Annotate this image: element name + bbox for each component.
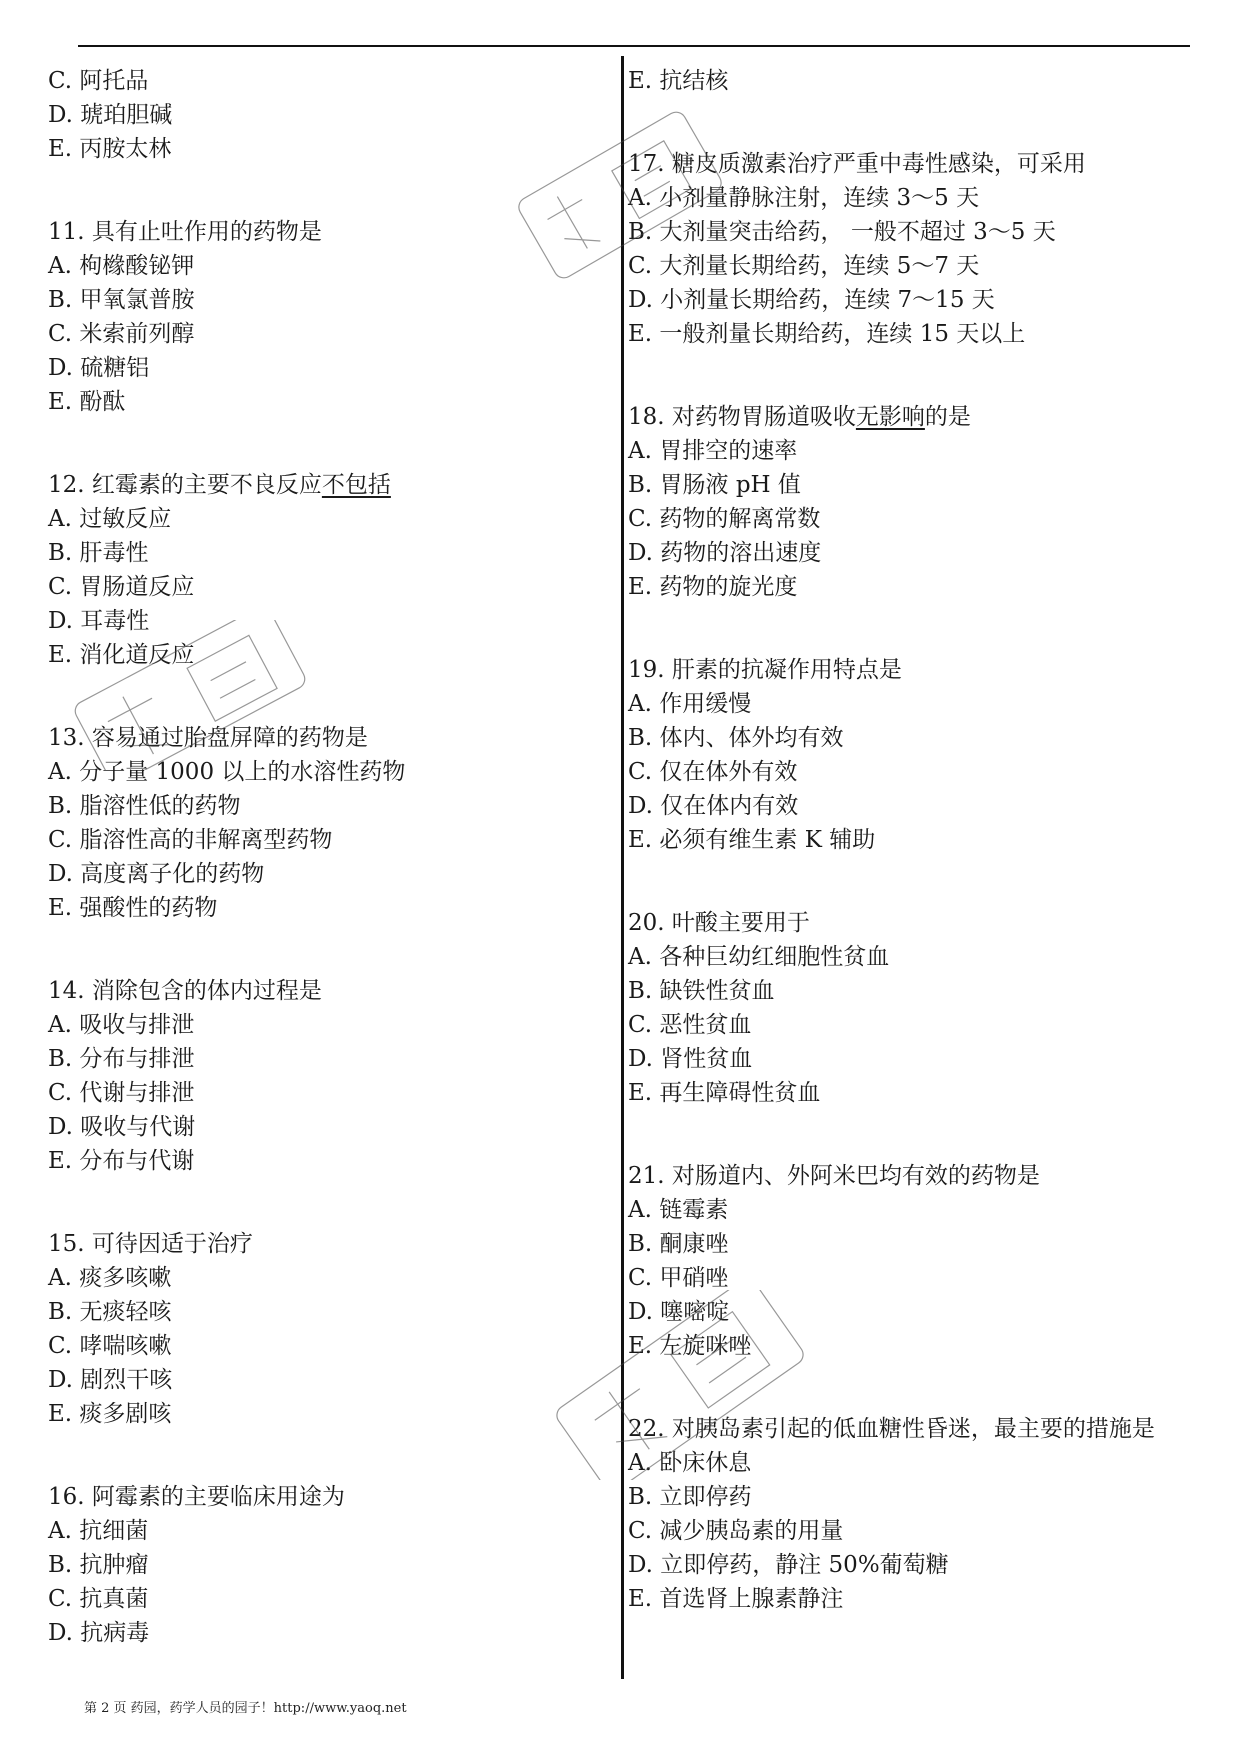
option: E. 抗结核 (628, 68, 729, 94)
option: A. 枸橼酸铋钾 (48, 253, 195, 279)
option: E. 消化道反应 (48, 642, 195, 668)
option: B. 抗肿瘤 (48, 1552, 149, 1578)
option: A. 胃排空的速率 (628, 438, 798, 464)
option: E. 丙胺太林 (48, 136, 172, 162)
question-prefix: 18. 对药物胃肠道吸收 (628, 404, 856, 430)
question-text: 21. 对肠道内、外阿米巴均有效的药物是 (628, 1163, 1040, 1189)
option: E. 首选肾上腺素静注 (628, 1586, 844, 1612)
question-17 (628, 147, 1228, 351)
option: A. 吸收与排泄 (48, 1012, 195, 1038)
option: B. 酮康唑 (628, 1231, 729, 1257)
question-15 (48, 1227, 608, 1431)
option: C. 胃肠道反应 (48, 574, 195, 600)
option: A. 分子量 1000 以上的水溶性药物 (48, 759, 406, 785)
option: C. 米索前列醇 (48, 321, 195, 347)
question-16 (48, 1480, 608, 1650)
option: D. 吸收与代谢 (48, 1114, 196, 1140)
option: B. 缺铁性贫血 (628, 978, 775, 1004)
question-11 (48, 215, 608, 419)
option: E. 再生障碍性贫血 (628, 1080, 821, 1106)
option: B. 分布与排泄 (48, 1046, 195, 1072)
option: D. 剧烈干咳 (48, 1367, 173, 1393)
option: E. 强酸性的药物 (48, 895, 218, 921)
option: B. 立即停药 (628, 1484, 752, 1510)
option: D. 小剂量长期给药，连续 7～15 天 (628, 287, 995, 313)
question-19 (628, 653, 1228, 857)
option: B. 无痰轻咳 (48, 1299, 172, 1325)
option: D. 噻嘧啶 (628, 1299, 730, 1325)
option: A. 抗细菌 (48, 1518, 149, 1544)
option: C. 减少胰岛素的用量 (628, 1518, 844, 1544)
question-text: 15. 可待因适于治疗 (48, 1231, 253, 1257)
option: B. 肝毒性 (48, 540, 149, 566)
question-text: 22. 对胰岛素引起的低血糖性昏迷，最主要的措施是 (628, 1416, 1155, 1442)
option: A. 作用缓慢 (628, 691, 752, 717)
question-text: 16. 阿霉素的主要临床用途为 (48, 1484, 345, 1510)
question-text (628, 400, 1228, 434)
option: E. 药物的旋光度 (628, 574, 798, 600)
right-column (628, 64, 1228, 1616)
question-text: 14. 消除包含的体内过程是 (48, 978, 322, 1004)
question-22 (628, 1412, 1228, 1616)
option: C. 甲硝唑 (628, 1265, 729, 1291)
left-column (48, 64, 608, 1650)
option: C. 大剂量长期给药，连续 5～7 天 (628, 253, 980, 279)
option: B. 甲氧氯普胺 (48, 287, 195, 313)
option: C. 哮喘咳嗽 (48, 1333, 172, 1359)
question-prefix: 12. 红霉素的主要不良反应 (48, 472, 322, 498)
option: C. 恶性贫血 (628, 1012, 752, 1038)
question-underlined: 无影响 (855, 404, 925, 430)
option: C. 脂溶性高的非解离型药物 (48, 827, 333, 853)
option: C. 代谢与排泄 (48, 1080, 195, 1106)
option: B. 胃肠液 pH 值 (628, 472, 801, 498)
option: E. 酚酞 (48, 389, 126, 415)
q16-tail (628, 64, 1228, 98)
option: D. 琥珀胆碱 (48, 102, 173, 128)
option: C. 药物的解离常数 (628, 506, 821, 532)
option: A. 痰多咳嗽 (48, 1265, 172, 1291)
option: B. 脂溶性低的药物 (48, 793, 241, 819)
option: D. 硫糖铝 (48, 355, 150, 381)
question-21 (628, 1159, 1228, 1363)
question-text: 13. 容易通过胎盘屏障的药物是 (48, 725, 368, 751)
option: B. 体内、体外均有效 (628, 725, 844, 751)
question-text: 11. 具有止吐作用的药物是 (48, 219, 322, 245)
option: E. 必须有维生素 K 辅助 (628, 827, 876, 853)
option: A. 卧床休息 (628, 1450, 752, 1476)
column-divider (621, 56, 624, 1679)
option: B. 大剂量突击给药， 一般不超过 3～5 天 (628, 219, 1056, 245)
option: E. 一般剂量长期给药，连续 15 天以上 (628, 321, 1026, 347)
option: A. 小剂量静脉注射，连续 3～5 天 (628, 185, 980, 211)
question-12 (48, 468, 608, 672)
q10-tail (48, 64, 608, 166)
question-text (48, 468, 608, 502)
question-suffix: 的是 (924, 404, 971, 430)
option: D. 仅在体内有效 (628, 793, 799, 819)
option: D. 药物的溶出速度 (628, 540, 822, 566)
question-14 (48, 974, 608, 1178)
question-text: 19. 肝素的抗凝作用特点是 (628, 657, 902, 683)
option: A. 各种巨幼红细胞性贫血 (628, 944, 890, 970)
page-footer: 第 2 页 药园，药学人员的园子！http://www.yaoq.net (84, 1701, 407, 1716)
option: E. 左旋咪唑 (628, 1333, 752, 1359)
question-20 (628, 906, 1228, 1110)
option: A. 链霉素 (628, 1197, 729, 1223)
question-13 (48, 721, 608, 925)
option: D. 耳毒性 (48, 608, 150, 634)
top-rule (78, 45, 1190, 47)
option: C. 阿托品 (48, 68, 149, 94)
question-underlined: 不包括 (321, 472, 391, 498)
option: E. 痰多剧咳 (48, 1401, 172, 1427)
option: E. 分布与代谢 (48, 1148, 195, 1174)
option: C. 抗真菌 (48, 1586, 149, 1612)
option: D. 高度离子化的药物 (48, 861, 265, 887)
option: D. 抗病毒 (48, 1620, 150, 1646)
question-text: 17. 糖皮质激素治疗严重中毒性感染，可采用 (628, 151, 1086, 177)
option: C. 仅在体外有效 (628, 759, 798, 785)
option: D. 立即停药，静注 50%葡萄糖 (628, 1552, 949, 1578)
question-text: 20. 叶酸主要用于 (628, 910, 810, 936)
option: D. 肾性贫血 (628, 1046, 753, 1072)
option: A. 过敏反应 (48, 506, 172, 532)
question-18 (628, 400, 1228, 604)
